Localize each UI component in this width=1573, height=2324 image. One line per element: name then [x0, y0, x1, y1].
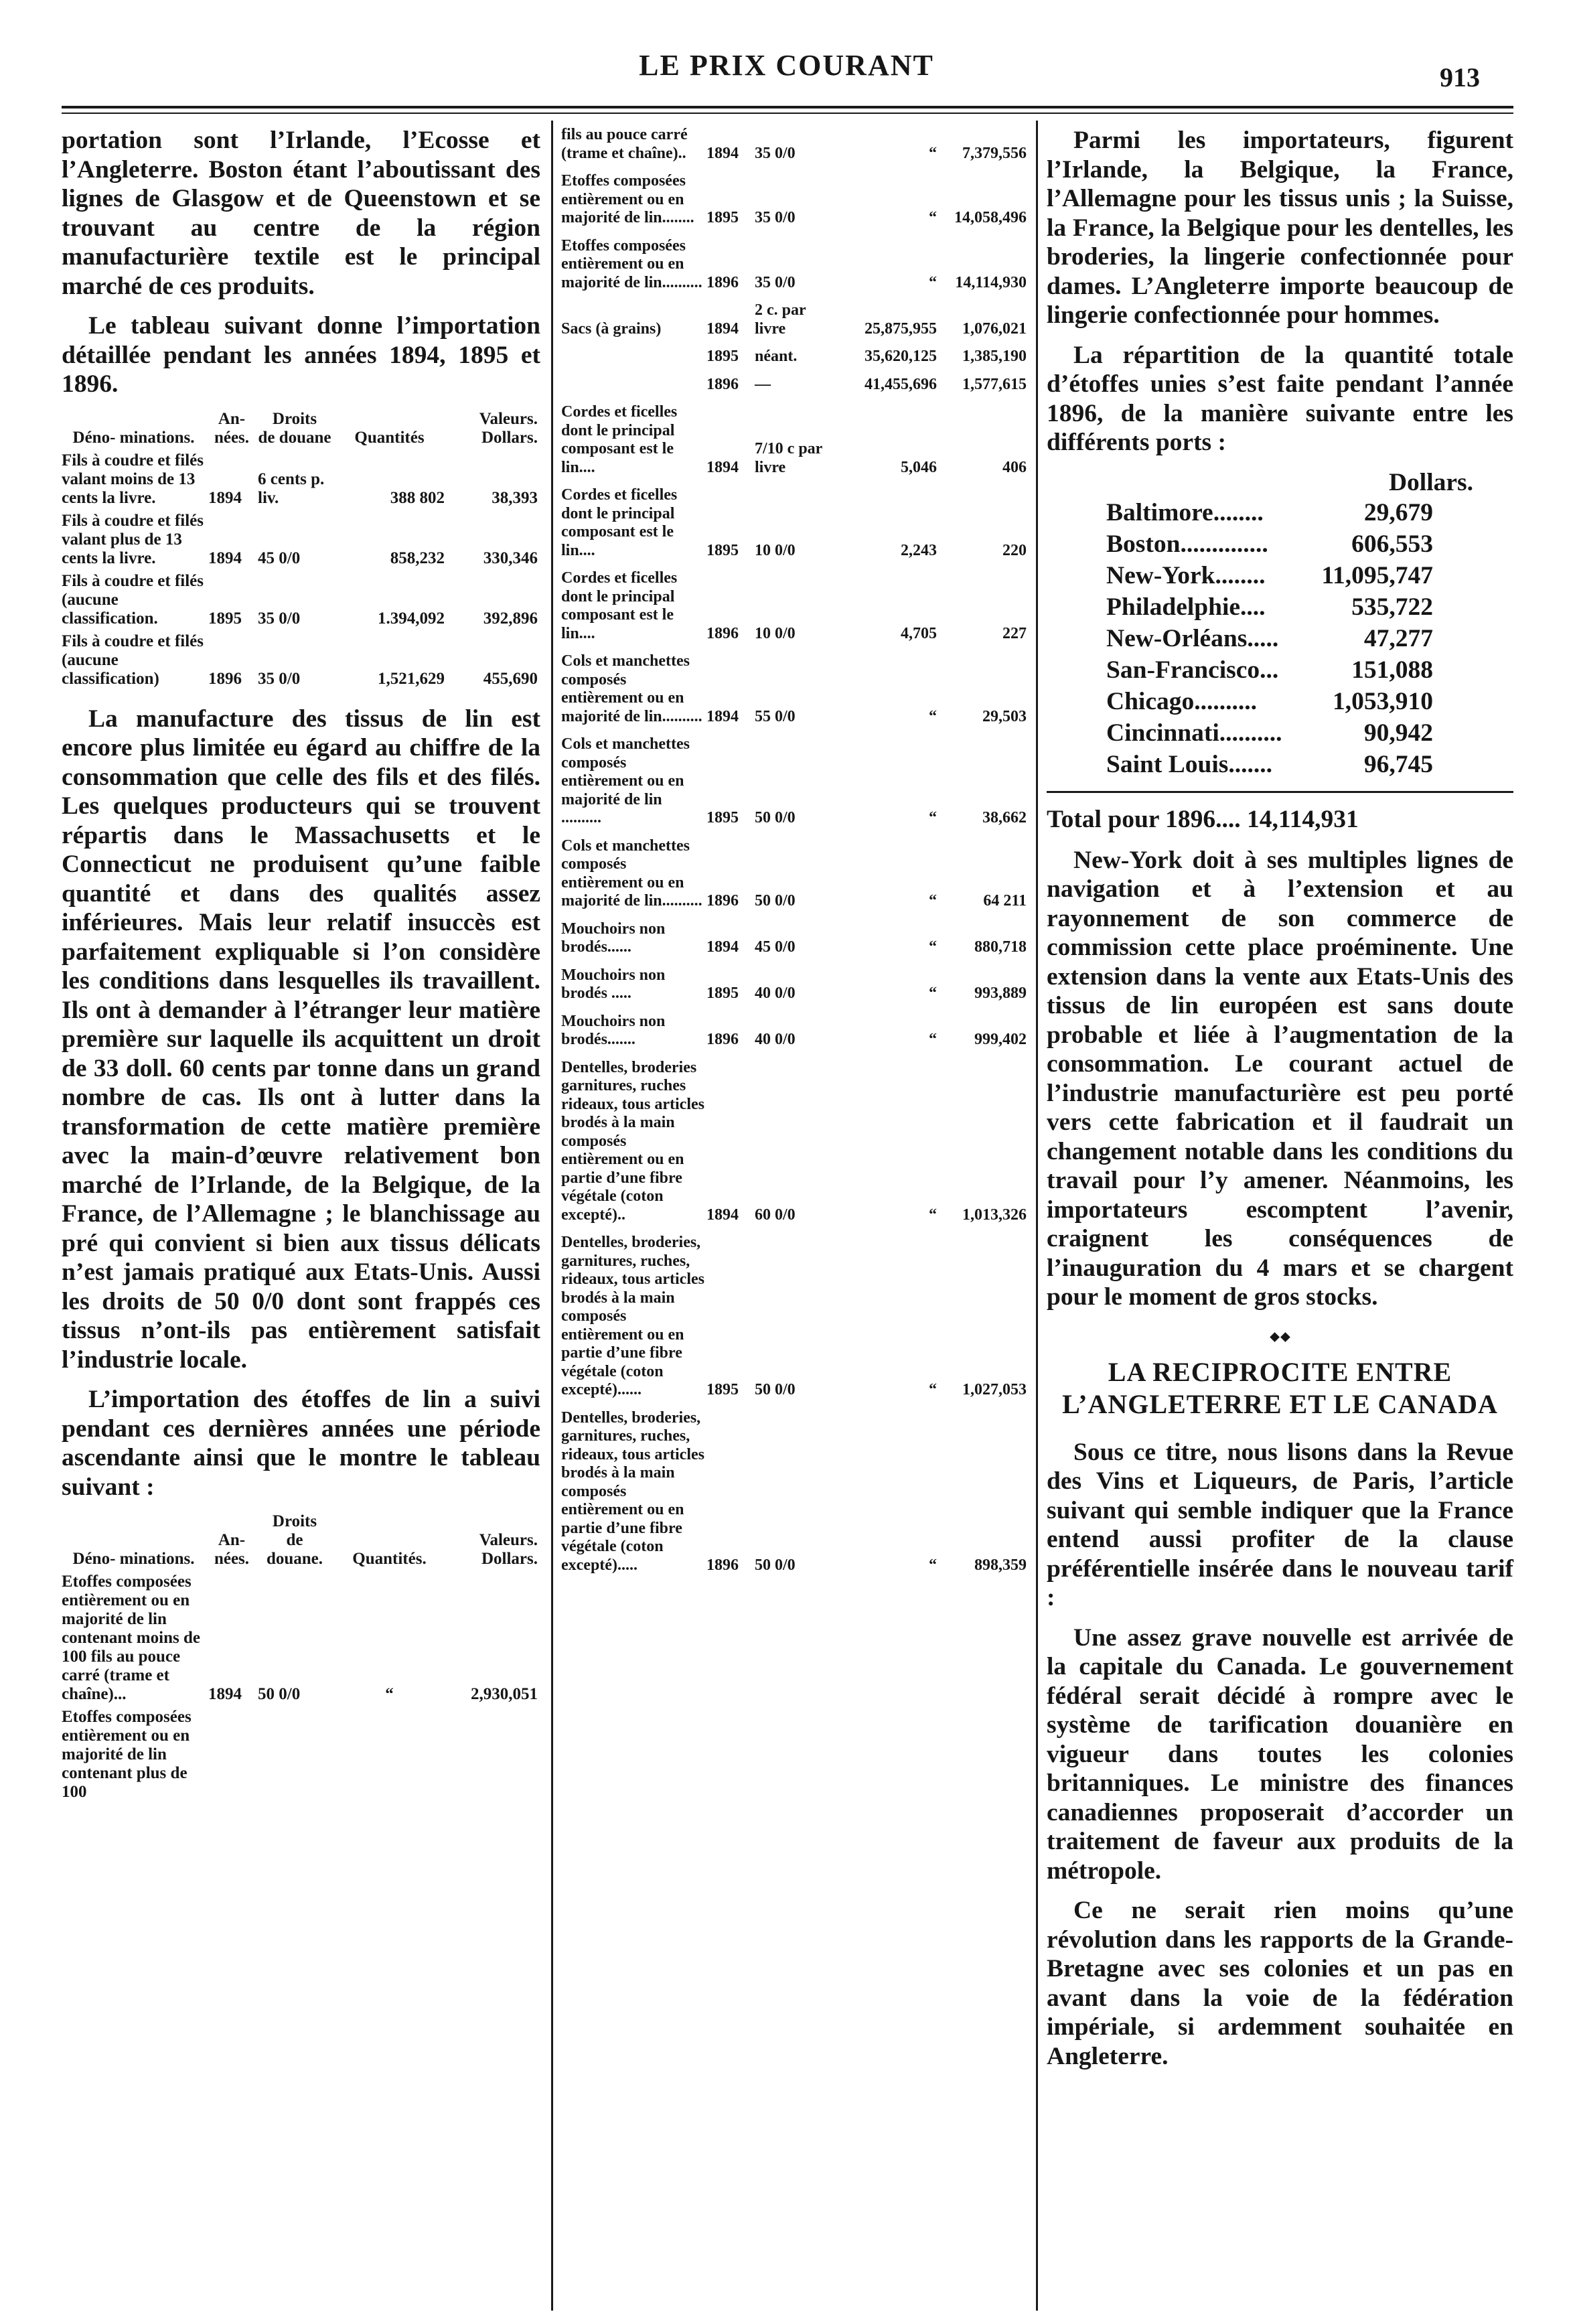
table-row: [561, 376, 1028, 404]
middle-cell-den: Cordes et ficelles dont le principal composant est le lin....: [561, 486, 678, 559]
table-row: [561, 403, 1028, 486]
right-paragraph-1: Parmi les importateurs, figurent l’Irlande, la Belgique, la France, l’Allemagne pour les tissus unis ; la Suisse, la France, la Belgique pour les dentelles, les broderies, la lingerie confectionnée pour dames. L’Angleterre importe beaucoup de lingerie confectionnée pour hommes.: [1047, 127, 1513, 329]
port-leader-dots: .....: [1247, 624, 1279, 652]
middle-cell-qt: “: [929, 707, 937, 725]
port-name: Boston: [1106, 530, 1181, 558]
middle-cell-qt: 5,046: [901, 458, 937, 476]
middle-cell-va: 14,058,496: [954, 209, 1027, 226]
middle-cell-an: 1894: [706, 458, 739, 476]
middle-cell-dr: 2 c. par livre: [755, 301, 806, 338]
port-name: Cincinnati: [1106, 719, 1219, 747]
middle-cell-an: 1894: [706, 144, 739, 162]
table2-header-qt: Quantités.: [352, 1550, 427, 1568]
left-paragraph-3: La manufacture des tissus de lin est encore plus limitée eu égard au chiffre de la consommation que celle des fils et des filés. Les quelques producteurs qui se trouvent répartis dans le Massachusetts et le Connecticut ne produisent qu’une faible quantité et dans des qualités assez inférieures. Mais leur relatif insuccès est parfaitement expliquable si l’on considère les conditions dans lesquelles ils travaillent. Ils ont à demander à l’étranger leur matière première sur laquelle ils acquittent un droit de 33 doll. 60 cents par tonne dans un grand nombre de cas. Ils ont à lutter dans la transformation de cette matière première avec la main-d’œuvre relativement bon marché de l’Irlande, de la Belgique, de la France, de l’Allemagne ; le blanchissage au pré qui convient si bien aux tissus délicats n’est jamais pratiqué aux Etats-Unis. Aussi les droits de 50 0/0 dont sont frappés ces tissus n’ont-ils pas entièrement satisfait l’industrie locale.: [62, 705, 540, 1374]
port-name: New-York: [1106, 561, 1215, 589]
middle-cell-dr: 40 0/0: [755, 1031, 796, 1048]
table-row: [561, 652, 1028, 735]
page-number: 913: [1440, 62, 1480, 92]
middle-column: [561, 126, 1028, 1584]
table2-qt: [334, 1708, 447, 1806]
middle-cell-an: 1896: [706, 1031, 739, 1048]
ports-table: [1106, 497, 1434, 780]
left-paragraph-2: Le tableau suivant donne l’importation détaillée pendant les années 1894, 1895 et 1896.: [62, 312, 540, 398]
middle-cell-an: 1896: [706, 1556, 739, 1574]
table2-den: Etoffes composées entièrement ou en majorité de lin contenant moins de 100 fils au pouce carré (trame et chaîne)...: [62, 1573, 200, 1703]
middle-cell-qt: “: [929, 809, 937, 826]
middle-cell-an: 1895: [706, 209, 739, 226]
middle-cell-an: 1896: [706, 624, 739, 642]
page-header-title: LE PRIX COURANT: [639, 49, 934, 82]
list-item: [1106, 623, 1434, 654]
table2-qt: “: [385, 1685, 394, 1703]
middle-cell-dr: 35 0/0: [755, 209, 796, 226]
middle-cell-dr: 55 0/0: [755, 707, 796, 725]
middle-cell-an: 1896: [706, 892, 739, 910]
right-column: [1047, 126, 1513, 2082]
table-row: [561, 837, 1028, 920]
table2-header-den: Déno- minations.: [72, 1550, 195, 1568]
middle-cell-an: 1894: [706, 938, 739, 956]
middle-cell-va: 29,503: [982, 707, 1027, 725]
middle-cell-den: [561, 376, 706, 404]
table1-qt: 388 802: [390, 488, 445, 507]
middle-cell-den: Mouchoirs non brodés .....: [561, 966, 666, 1002]
table-row: [62, 451, 540, 512]
ornament-divider: ⬩⬩: [1269, 1319, 1291, 1352]
table1-den: Fils à coudre et filés valant moins de 13 cents la livre.: [62, 451, 204, 507]
table-row: [62, 572, 540, 632]
linen-fabric-table: [62, 1512, 540, 1806]
middle-cell-qt: “: [929, 273, 937, 291]
table1-header-droits-top: Droits: [272, 409, 317, 428]
port-value: 29,679: [1363, 498, 1433, 526]
port-name: Saint Louis: [1106, 750, 1229, 778]
import-continuation-table: [561, 126, 1028, 1584]
middle-cell-den: Cordes et ficelles dont le principal composant est le lin....: [561, 403, 678, 476]
table1-header-qt: Quantités: [354, 428, 425, 447]
middle-cell-va: 1,013,326: [962, 1206, 1027, 1224]
list-item: [1106, 717, 1434, 749]
table1-qt: 1.394,092: [378, 609, 445, 628]
port-name-cell: [1106, 497, 1306, 528]
port-leader-dots: .......: [1228, 750, 1272, 778]
middle-cell-an: 1896: [706, 273, 739, 291]
port-name: Baltimore: [1106, 498, 1213, 526]
middle-cell-den: Mouchoirs non brodés.......: [561, 1012, 666, 1048]
table-row: [62, 1573, 540, 1708]
middle-cell-den: Cols et manchettes composés entièrement ou en majorité de lin..........: [561, 837, 702, 910]
table-row: [561, 569, 1028, 652]
ports-total: Total pour 1896.... 14,114,931: [1047, 805, 1359, 833]
middle-cell-qt: “: [929, 985, 937, 1002]
table1-header-droits-bottom: de douane: [258, 428, 331, 447]
port-leader-dots: ........: [1215, 561, 1266, 589]
table1-den: Fils à coudre et filés (aucune classification): [62, 632, 204, 688]
table-row: [62, 512, 540, 572]
table1-va: 38,393: [492, 488, 538, 507]
table1-header-an: An- nées.: [214, 409, 250, 447]
middle-cell-den: Dentelles, broderies garnitures, ruches rideaux, tous articles brodés à la main composés entièrement ou en partie d’une fibre végétale (coton excepté)..: [561, 1058, 704, 1224]
middle-cell-den: Mouchoirs non brodés......: [561, 920, 666, 956]
table1-va: 392,896: [483, 609, 538, 628]
table-row: [561, 1234, 1028, 1409]
left-paragraph-4: L’importation des étoffes de lin a suivi pendant ces dernières années une période ascendante ainsi que le montre le tableau suivant :: [62, 1386, 540, 1501]
middle-cell-va: 1,027,053: [962, 1381, 1027, 1398]
middle-cell-dr: 35 0/0: [755, 144, 796, 162]
table-row: [561, 126, 1028, 172]
middle-cell-an: 1895: [706, 348, 739, 365]
middle-cell-va: 64 211: [983, 892, 1027, 910]
middle-cell-dr: 10 0/0: [755, 541, 796, 559]
table1-an: 1894: [208, 549, 242, 567]
port-name-cell: [1106, 654, 1306, 686]
table-row: [561, 1409, 1028, 1585]
table1-dr: 35 0/0: [258, 609, 301, 628]
table2-den: Etoffes composées entièrement ou en majorité de lin contenant plus de 100: [62, 1708, 192, 1801]
table1-den: Fils à coudre et filés valant plus de 13 cents la livre.: [62, 511, 204, 567]
middle-cell-qt: “: [929, 938, 937, 956]
port-name-cell: [1106, 528, 1306, 560]
linen-thread-table: [62, 410, 540, 693]
middle-cell-qt: “: [929, 1206, 937, 1224]
middle-cell-qt: “: [929, 1031, 937, 1048]
right-paragraph-5: Une assez grave nouvelle est arrivée de la capitale du Canada. Le gouvernement fédéral serait décidé à rompre avec le système de tarification douanière en vigueur dans toutes les colonies britanniques. Le ministre des finances canadiennes proposerait d’accorder un traitement de faveur aux produits de la métropole.: [1047, 1623, 1513, 1885]
middle-cell-qt: 4,705: [901, 624, 937, 642]
middle-cell-va: 1,385,190: [962, 348, 1027, 365]
table-row: [62, 1708, 540, 1806]
middle-cell-dr: —: [755, 375, 771, 393]
middle-cell-va: 406: [1002, 458, 1027, 476]
port-value: 606,553: [1351, 530, 1433, 558]
middle-cell-qt: “: [929, 144, 937, 162]
middle-cell-an: 1895: [706, 809, 739, 826]
middle-cell-qt: “: [929, 892, 937, 910]
table2-va: [447, 1708, 540, 1806]
header-rule-thin: [62, 113, 1513, 114]
middle-cell-va: 1,076,021: [962, 319, 1027, 338]
table-row: [561, 966, 1028, 1013]
middle-cell-an: 1894: [706, 707, 739, 725]
table-row: [561, 1059, 1028, 1234]
list-item: [1106, 528, 1434, 560]
middle-cell-an: 1895: [706, 985, 739, 1002]
middle-cell-den: Etoffes composées entièrement ou en majorité de lin........: [561, 172, 694, 226]
table1-dr: 35 0/0: [258, 669, 301, 688]
middle-cell-an: 1894: [706, 1206, 739, 1224]
port-value: 1,053,910: [1333, 687, 1433, 715]
middle-cell-va: 999,402: [974, 1031, 1027, 1048]
table2-header-droits: [258, 1512, 334, 1573]
middle-cell-dr: 50 0/0: [755, 1381, 796, 1398]
table1-qt: 1,521,629: [378, 669, 445, 688]
table2-va: 2,930,051: [471, 1685, 538, 1703]
middle-cell-dr: 50 0/0: [755, 809, 796, 826]
table1-an: 1894: [208, 488, 242, 507]
middle-cell-va: 220: [1002, 541, 1027, 559]
table1-dr: 45 0/0: [258, 549, 301, 567]
port-name-cell: [1106, 560, 1306, 591]
middle-cell-den: Cols et manchettes composés entièrement ou en majorité de lin..........: [561, 652, 702, 725]
port-leader-dots: ........: [1213, 498, 1264, 526]
middle-cell-qt: 41,455,696: [865, 375, 937, 393]
table-row: [561, 237, 1028, 302]
table1-den: Fils à coudre et filés (aucune classification.: [62, 571, 204, 628]
middle-cell-dr: 60 0/0: [755, 1206, 796, 1224]
column-rule-right: [1036, 121, 1038, 2311]
table1-qt: 858,232: [390, 549, 445, 567]
port-name: Chicago: [1106, 687, 1195, 715]
port-name-cell: [1106, 749, 1306, 780]
port-leader-dots: ....: [1240, 593, 1266, 621]
list-item: [1106, 686, 1434, 717]
ports-rule: [1047, 791, 1513, 793]
table-row: [561, 172, 1028, 237]
middle-cell-den: Sacs (à grains): [561, 319, 662, 338]
middle-cell-dr: 50 0/0: [755, 1556, 796, 1574]
table-row: [561, 348, 1028, 376]
port-leader-dots: ..........: [1219, 719, 1282, 747]
table1-va: 330,346: [483, 549, 538, 567]
right-paragraph-3: New-York doit à ses multiples lignes de navigation et à l’extension et au rayonnement de son commerce de commission cette place proéminente. Une extension dans la vente aux Etats-Unis des tissus de lin européen est sans doute probable et liée à l’augmentation de la consommation. Le courant actuel de l’industrie manufacturière est peu porté vers cette fabrication et il faudrait un changement notable dans les conditions du travail pour l’y amener. Néanmoins, les importateurs escomptent l’avenir, craignent les conséquences de l’inauguration du 4 mars et se chargent pour le moment de gros stocks.: [1047, 846, 1513, 1311]
port-name: New-Orléans: [1106, 624, 1248, 652]
left-column: [62, 126, 540, 1818]
table1-header-droits: [258, 410, 334, 451]
port-leader-dots: ..............: [1180, 530, 1268, 558]
header-rule: [62, 106, 1513, 108]
port-leader-dots: ...: [1260, 656, 1279, 684]
table2-header-droits-bottom: de douane.: [266, 1531, 323, 1568]
middle-cell-qt: 35,620,125: [865, 348, 937, 365]
middle-cell-dr: 50 0/0: [755, 892, 796, 910]
ports-header: Dollars.: [1388, 468, 1473, 496]
middle-cell-den: [561, 348, 706, 376]
middle-cell-den: Dentelles, broderies, garnitures, ruches, rideaux, tous articles brodés à la main composés entièrement ou en partie d’une fibre végétale (coton excepté)......: [561, 1234, 704, 1398]
port-value: 151,088: [1351, 656, 1433, 684]
port-value: 90,942: [1363, 719, 1433, 747]
port-name-cell: [1106, 717, 1306, 749]
table2-an: 1894: [208, 1685, 242, 1703]
port-name-cell: [1106, 591, 1306, 623]
table1-an: 1895: [208, 609, 242, 628]
table1-dr: 6 cents p. liv.: [258, 469, 325, 507]
middle-cell-va: 7,379,556: [962, 144, 1027, 162]
middle-cell-an: 1895: [706, 1381, 739, 1398]
list-item: [1106, 560, 1434, 591]
middle-cell-den: Cols et manchettes composés entièrement ou en majorité de lin ..........: [561, 735, 690, 826]
table-row: [561, 301, 1028, 348]
middle-cell-va: 898,359: [974, 1556, 1027, 1574]
middle-cell-dr: 40 0/0: [755, 985, 796, 1002]
middle-cell-an: 1896: [706, 375, 739, 393]
port-value: 535,722: [1351, 593, 1433, 621]
right-paragraph-2: La répartition de la quantité totale d’étoffes unies s’est faite pendant l’année 1896, de la manière suivante entre les différents ports :: [1047, 341, 1513, 456]
middle-cell-va: 38,662: [982, 809, 1027, 826]
list-item: [1106, 654, 1434, 686]
port-value: 96,745: [1363, 750, 1433, 778]
port-value: 47,277: [1363, 624, 1433, 652]
table1-header-den: Déno- minations.: [72, 428, 195, 447]
table2-header-an: An- nées.: [214, 1531, 250, 1568]
table2-header-droits-top: Droits: [272, 1512, 317, 1530]
table2-an: [208, 1708, 258, 1806]
article-heading: LA RECIPROCITE ENTRE L’ANGLETERRE ET LE CANADA: [1062, 1356, 1498, 1419]
middle-cell-den: fils au pouce carré (trame et chaîne)..: [561, 126, 688, 162]
port-leader-dots: ..........: [1194, 687, 1257, 715]
middle-cell-va: 880,718: [974, 938, 1027, 956]
table2-dr: [258, 1708, 334, 1806]
middle-cell-qt: “: [929, 1381, 937, 1398]
middle-cell-dr: 35 0/0: [755, 273, 796, 291]
middle-cell-den: Cordes et ficelles dont le principal composant est le lin....: [561, 569, 678, 642]
list-item: [1106, 749, 1434, 780]
middle-cell-qt: 2,243: [901, 541, 937, 559]
middle-cell-dr: 45 0/0: [755, 938, 796, 956]
middle-cell-qt: “: [929, 209, 937, 226]
middle-cell-qt: “: [929, 1556, 937, 1574]
port-name: Philadelphie: [1106, 593, 1241, 621]
right-paragraph-6: Ce ne serait rien moins qu’une révolution dans les rapports de la Grande-Bretagne avec ses colonies et un pas en avant dans la voie de la fédération impériale, si ardemment souhaitée en Angleterre.: [1047, 1897, 1513, 2070]
table1-header-va: Valeurs. Dollars.: [479, 409, 538, 447]
table1-an: 1896: [208, 669, 242, 688]
table-row: [561, 920, 1028, 966]
middle-cell-va: 993,889: [974, 985, 1027, 1002]
table-row: [561, 486, 1028, 569]
port-name-cell: [1106, 623, 1306, 654]
middle-cell-va: 14,114,930: [955, 273, 1027, 291]
middle-cell-dr: 10 0/0: [755, 624, 796, 642]
list-item: [1106, 591, 1434, 623]
middle-cell-va: 1,577,615: [962, 375, 1027, 393]
table2-header-va: Valeurs. Dollars.: [479, 1531, 538, 1568]
table-row: [561, 735, 1028, 837]
middle-cell-qt: 25,875,955: [865, 319, 937, 338]
middle-cell-va: 227: [1002, 624, 1027, 642]
table2-dr: 50 0/0: [258, 1685, 301, 1703]
port-name-cell: [1106, 686, 1306, 717]
port-value: 11,095,747: [1321, 561, 1433, 589]
table-row: [561, 1013, 1028, 1059]
table1-va: 455,690: [483, 669, 538, 688]
middle-cell-dr: néant.: [755, 348, 798, 365]
table-row: [62, 632, 540, 693]
column-rule-left: [551, 121, 553, 2311]
middle-cell-den: Etoffes composées entièrement ou en majorité de lin..........: [561, 236, 702, 291]
middle-cell-dr: 7/10 c par livre: [755, 440, 822, 476]
middle-cell-den: Dentelles, broderies, garnitures, ruches, rideaux, tous articles brodés à la main composés entièrement ou en partie d’une fibre végétale (coton excepté).....: [561, 1408, 704, 1574]
right-paragraph-4: Sous ce titre, nous lisons dans la Revue des Vins et Liqueurs, de Paris, l’article suivant qui semble indiquer que la France entend aussi profiter de la clause préférentielle insérée dans le nouveau tarif :: [1047, 1438, 1513, 1611]
middle-cell-an: 1894: [706, 319, 739, 338]
port-name: San-Francisco: [1106, 656, 1260, 684]
list-item: [1106, 497, 1434, 528]
middle-cell-an: 1895: [706, 541, 739, 559]
left-paragraph-1: portation sont l’Irlande, l’Ecosse et l’Angleterre. Boston étant l’aboutissant des lignes de Glasgow et de Queenstown et se trouvant au centre de la région manufacturière textile est le principal marché de ces produits.: [62, 127, 540, 300]
